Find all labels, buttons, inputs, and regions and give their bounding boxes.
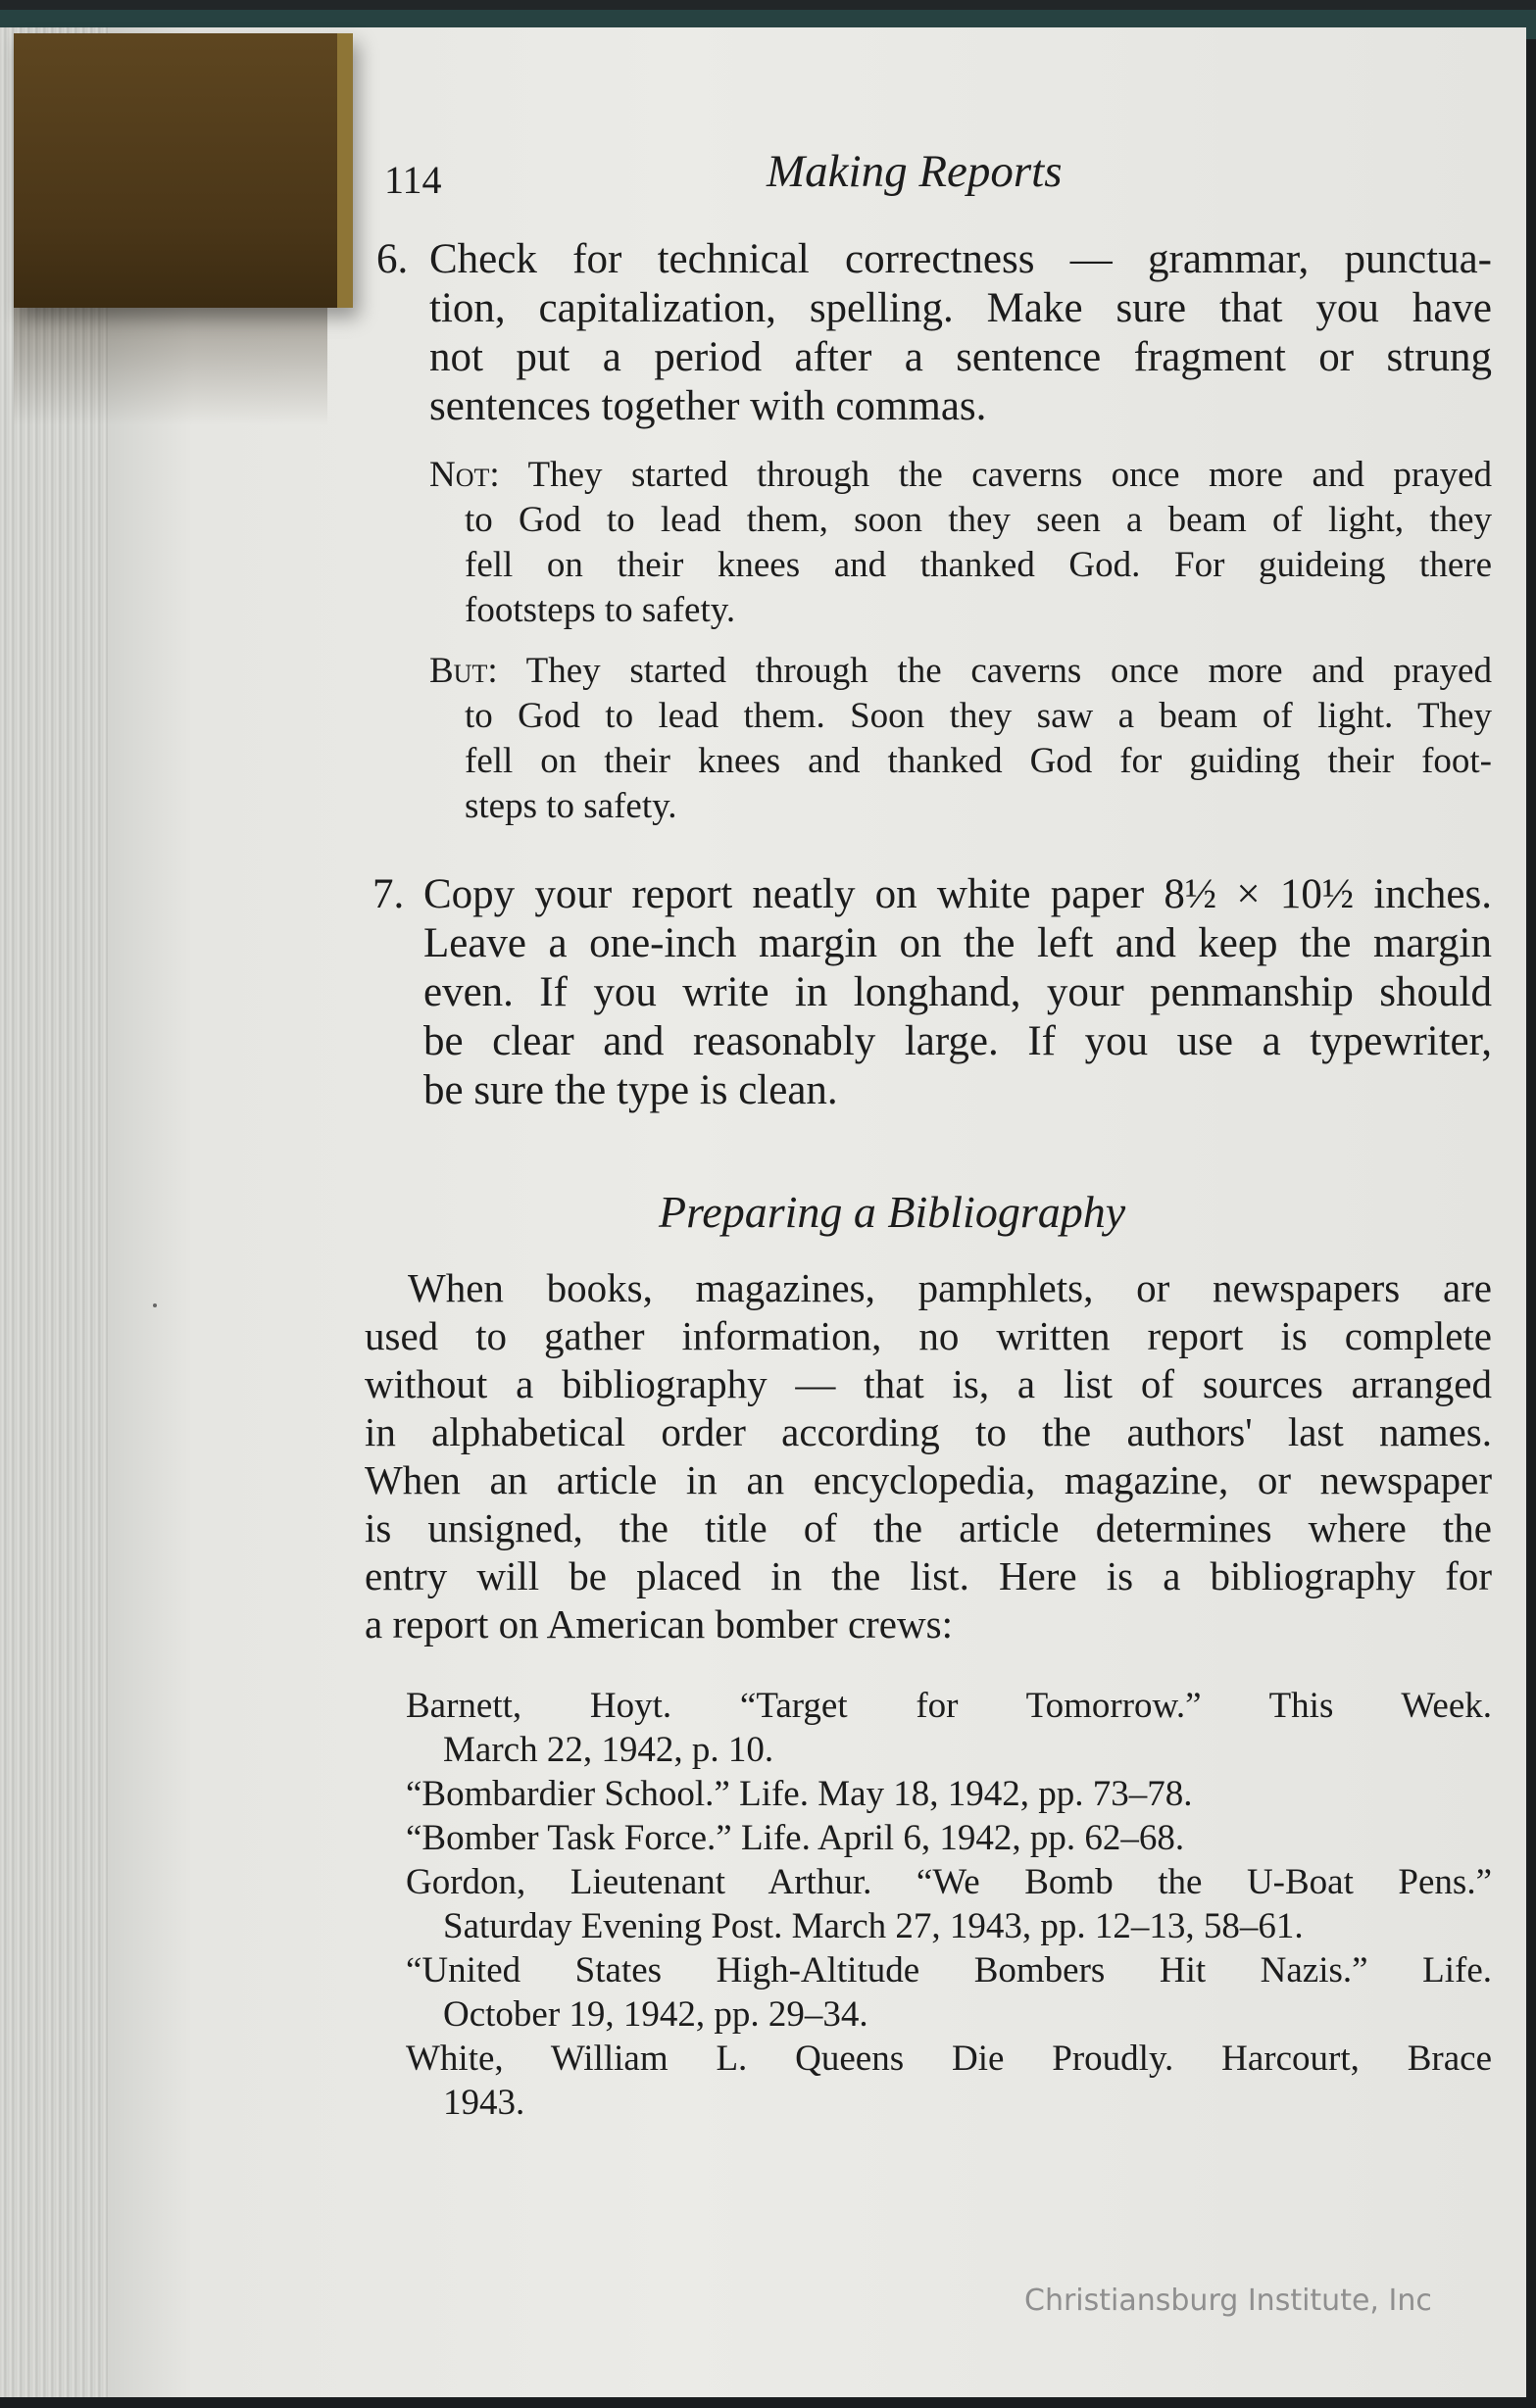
running-head: Making Reports	[767, 146, 1063, 197]
not-line: They started through the caverns once more and prayed	[527, 455, 1492, 495]
paragraph-line: a report on American bomber crews:	[365, 1601, 953, 1646]
but-line: steps to safety.	[465, 786, 677, 826]
bibliography-entry-cont: 1943.	[443, 2083, 525, 2123]
bibliography-entry: Barnett, Hoyt. “Target for Tomorrow.” This Week.	[406, 1686, 1492, 1726]
bibliography-entry-cont: Saturday Evening Post. March 27, 1943, pp. 12–13, 58–61.	[443, 1906, 1304, 1946]
bibliography-entry: “Bombardier School.” Life. May 18, 1942, pp. 73–78.	[406, 1774, 1193, 1814]
bookmark-tab	[14, 33, 353, 308]
but-line: to God to lead them. Soon they saw a beam of light. They	[465, 696, 1492, 736]
bibliography-entry-cont: October 19, 1942, pp. 29–34.	[443, 1994, 868, 2035]
item-6-line: not put a period after a sentence fragment or strung	[429, 334, 1492, 380]
item-6-line: Check for technical correctness — grammar, punctua-	[429, 236, 1492, 282]
but-line: fell on their knees and thanked God for guiding their foot-	[465, 741, 1492, 781]
item-7-line: Leave a one-inch margin on the left and keep the margin	[423, 920, 1492, 966]
paragraph-line: used to gather information, no written report is complete	[365, 1313, 1492, 1358]
page-speck	[153, 1303, 157, 1307]
bibliography-entry: “United States High-Altitude Bombers Hit Nazis.” Life.	[406, 1950, 1492, 1990]
paragraph-line: When books, magazines, pamphlets, or newspapers are	[408, 1265, 1492, 1310]
watermark: Christiansburg Institute, Inc	[1024, 2284, 1432, 2318]
bibliography-entry-cont: March 22, 1942, p. 10.	[443, 1730, 774, 1770]
item-6-text	[429, 235, 1492, 431]
section-paragraph	[365, 1264, 1492, 1648]
page-number: 114	[384, 158, 442, 202]
example-not	[429, 453, 1492, 633]
paragraph-line: is unsigned, the title of the article determines where the	[365, 1505, 1492, 1550]
paragraph-line: entry will be placed in the list. Here is a bibliography for	[365, 1553, 1492, 1598]
item-7-number: 7.	[372, 871, 405, 917]
item-6-line: tion, capitalization, spelling. Make sure that you have	[429, 285, 1492, 331]
bibliography-entry: Gordon, Lieutenant Arthur. “We Bomb the U-Boat Pens.”	[406, 1862, 1492, 1902]
but-line: They started through the caverns once more and prayed	[525, 651, 1492, 691]
not-label: Not:	[429, 455, 500, 495]
item-6-number: 6.	[376, 236, 409, 282]
but-label: But:	[429, 651, 498, 691]
bibliography-list	[406, 1684, 1492, 2125]
not-line: footsteps to safety.	[465, 590, 736, 630]
bookmark-shadow	[14, 308, 327, 425]
example-but	[429, 649, 1492, 829]
section-title: Preparing a Bibliography	[659, 1187, 1126, 1237]
item-7-line: even. If you write in longhand, your penmanship should	[423, 969, 1492, 1015]
not-line: fell on their knees and thanked God. For guideing there	[465, 545, 1492, 585]
not-line: to God to lead them, soon they seen a beam of light, they	[465, 500, 1492, 540]
bibliography-entry: “Bomber Task Force.” Life. April 6, 1942, pp. 62–68.	[406, 1818, 1185, 1858]
paragraph-line: When an article in an encyclopedia, magazine, or newspaper	[365, 1457, 1492, 1502]
item-7-text	[423, 870, 1492, 1115]
item-7-line: Copy your report neatly on white paper 8½ × 10½ inches.	[423, 871, 1492, 917]
bibliography-entry: White, William L. Queens Die Proudly. Harcourt, Brace	[406, 2039, 1492, 2079]
item-6-line: sentences together with commas.	[429, 383, 987, 429]
paragraph-line: in alphabetical order according to the authors' last names.	[365, 1409, 1492, 1454]
item-7-line: be clear and reasonably large. If you use a typewriter,	[423, 1018, 1492, 1064]
paragraph-line: without a bibliography — that is, a list of sources arranged	[365, 1361, 1492, 1406]
item-7-line: be sure the type is clean.	[423, 1067, 838, 1113]
